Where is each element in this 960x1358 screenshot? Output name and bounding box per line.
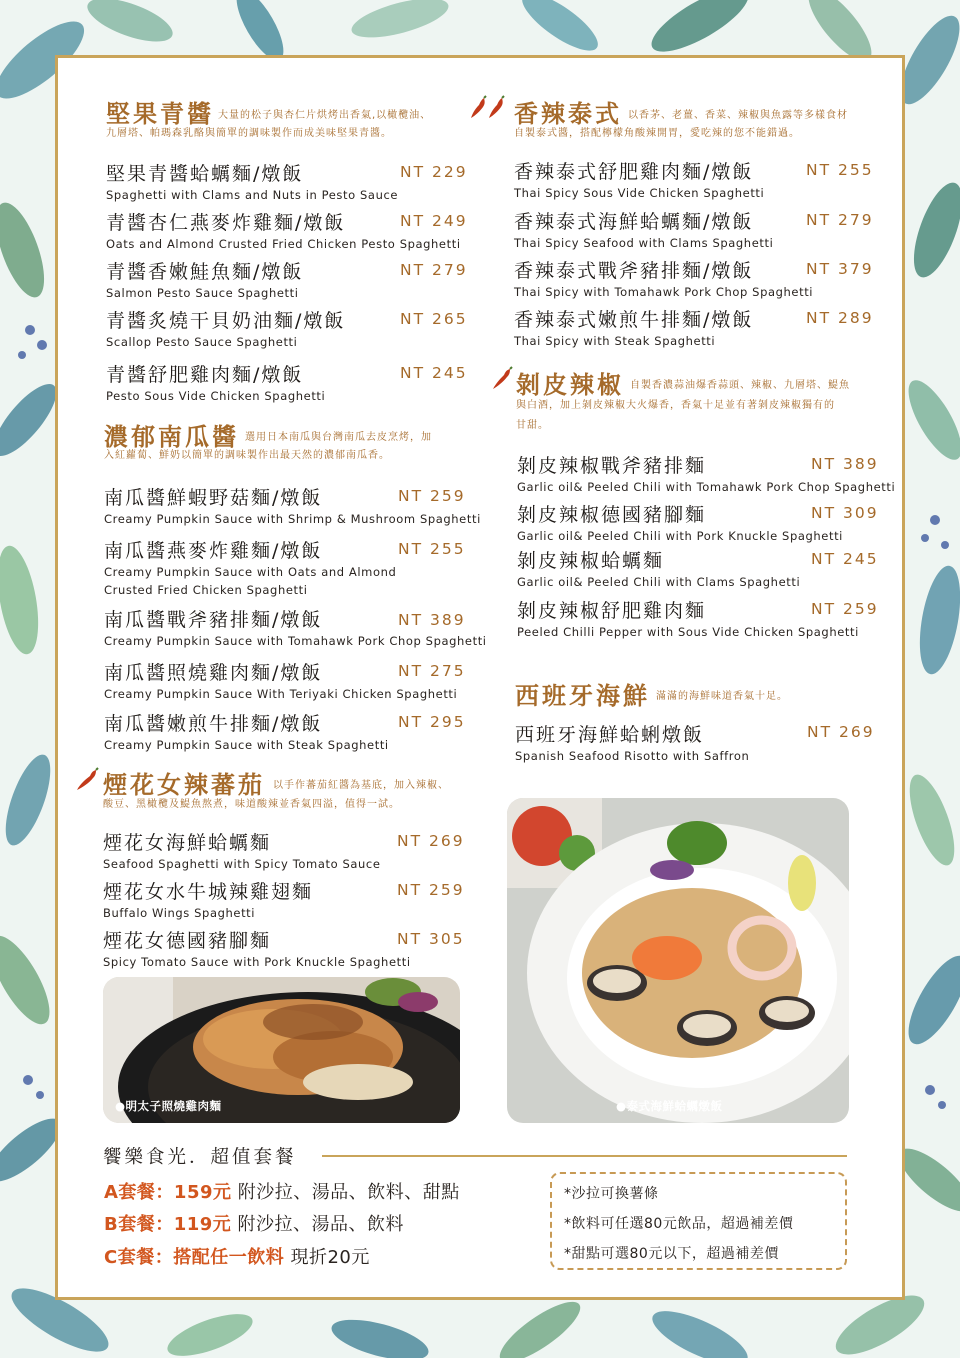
set-a [104, 1178, 460, 1204]
section-desc-chili: 自製香濃蒜油爆香蒜頭、辣椒、九層塔、鯷魚 [630, 380, 850, 391]
item-name-en: Thai Spicy Sous Vide Chicken Spaghetti [514, 186, 765, 200]
item-name-zh: 南瓜醬嫩煎牛排麵/燉飯 [104, 713, 323, 735]
item-price: NT 245 [400, 364, 468, 382]
section-title-spanish: 西班牙海鮮 [515, 682, 650, 710]
item-name-en: Garlic oil& Peeled Chili with Pork Knuckle Spaghetti [517, 529, 843, 543]
item-price: NT 289 [806, 309, 874, 327]
item-name-zh: 香辣泰式嫩煎牛排麵/燉飯 [514, 309, 754, 331]
section-title-pesto: 堅果青醬 [106, 100, 214, 128]
section-title-chili: 剝皮辣椒 [516, 371, 624, 399]
item-name-zh: 煙花女海鮮蛤蠣麵 [103, 832, 272, 854]
set-b-label: B套餐：119元 [104, 1214, 232, 1235]
item-name-zh: 煙花女德國豬腳麵 [103, 930, 272, 952]
item-price: NT 295 [398, 713, 466, 731]
item-price: NT 379 [806, 260, 874, 278]
item-name-zh: 香辣泰式戰斧豬排麵/燉飯 [514, 260, 754, 282]
set-b [104, 1210, 404, 1236]
photo-caption-left: ●明太子照燒雞肉麵 [115, 1099, 222, 1113]
set-b-desc: 附沙拉、湯品、飲料 [231, 1214, 405, 1235]
section-title-pumpkin: 濃郁南瓜醬 [104, 423, 239, 451]
item-name-zh: 剝皮辣椒戰斧豬排麵 [517, 455, 707, 477]
item-name-en: Peeled Chilli Pepper with Sous Vide Chicken Spaghetti [517, 625, 859, 639]
menu-item [517, 596, 859, 641]
item-name-en: Creamy Pumpkin Sauce with Shrimp & Mushroom Spaghetti [104, 512, 481, 526]
risotto-dish-image [507, 798, 849, 1123]
item-name-en: Spaghetti with Clams and Nuts in Pesto Sauce [106, 188, 399, 202]
item-name-en: Thai Spicy Seafood with Clams Spaghetti [514, 236, 774, 250]
item-price: NT 279 [400, 261, 468, 279]
menu-item [104, 709, 389, 754]
item-name-en: Pesto Sous Vide Chicken Spaghetti [106, 389, 326, 403]
section-desc-tomato: 以手作蕃茄紅醬為基底，加入辣椒、 [273, 780, 449, 791]
item-name-en-2: Crusted Fried Chicken Spaghetti [104, 583, 308, 597]
menu-item [514, 256, 813, 301]
chili-icon [74, 767, 100, 793]
section-desc-pumpkin: 選用日本南瓜與台灣南瓜去皮烹烤，加 [245, 432, 432, 443]
menu-item [106, 306, 345, 351]
set-meals-divider [322, 1155, 847, 1157]
item-name-zh: 剝皮辣椒蛤蠣麵 [517, 550, 665, 572]
item-name-zh: 南瓜醬燕麥炸雞麵/燉飯 [104, 540, 323, 562]
note-dessert: *甜點可選80元以下，超過補差價 [564, 1246, 779, 1262]
menu-item [514, 207, 773, 252]
section-title-tomato: 煙花女辣蕃茄 [103, 771, 265, 799]
item-name-en: Creamy Pumpkin Sauce With Teriyaki Chicken Spaghetti [104, 687, 458, 701]
item-name-en: Spanish Seafood Risotto with Saffron [515, 749, 750, 763]
item-name-en: Scallop Pesto Sauce Spaghetti [106, 335, 298, 349]
menu-item [106, 360, 325, 405]
set-c-label: C套餐：搭配任一飲料 [104, 1247, 285, 1268]
item-price: NT 245 [811, 550, 879, 568]
set-a-label: A套餐：159元 [104, 1182, 232, 1203]
item-name-zh: 青醬炙燒干貝奶油麵/燉飯 [106, 310, 346, 332]
section-desc-pumpkin-2: 入紅蘿蔔、鮮奶以簡單的調味製作出最天然的濃郁南瓜香。 [104, 450, 390, 461]
menu-item [104, 536, 396, 599]
item-name-zh: 西班牙海鮮蛤蜊燉飯 [515, 724, 705, 746]
photo-caption-right: ●泰式海鮮蛤蠣燉飯 [616, 1099, 723, 1113]
item-name-en: Thai Spicy with Steak Spaghetti [514, 334, 716, 348]
item-name-en: Seafood Spaghetti with Spicy Tomato Sauce [103, 857, 381, 871]
note-drink: *飲料可任選80元飲品，超過補差價 [564, 1216, 794, 1232]
item-name-en: Creamy Pumpkin Sauce with Oats and Almond [104, 565, 397, 579]
item-name-zh: 青醬香嫩鮭魚麵/燉飯 [106, 261, 304, 283]
note-salad: *沙拉可換薯條 [564, 1186, 659, 1202]
set-meals-title: 饗樂食光．超值套餐 [103, 1147, 297, 1168]
item-price: NT 305 [397, 930, 465, 948]
chili-icon [490, 366, 514, 392]
item-price: NT 269 [397, 832, 465, 850]
item-name-zh: 剝皮辣椒舒肥雞肉麵 [517, 600, 707, 622]
item-name-en: Thai Spicy with Tomahawk Pork Chop Spaghetti [514, 285, 814, 299]
section-desc-thai-2: 自製泰式醬，搭配檸檬角酸辣開胃，愛吃辣的您不能錯過。 [514, 128, 800, 139]
item-price: NT 279 [806, 211, 874, 229]
item-name-en: Buffalo Wings Spaghetti [103, 906, 256, 920]
item-name-en: Garlic oil& Peeled Chili with Tomahawk Pork Chop Spaghetti [517, 480, 896, 494]
item-name-en: Spicy Tomato Sauce with Pork Knuckle Spaghetti [103, 955, 411, 969]
item-name-zh: 煙花女水牛城辣雞翅麵 [103, 881, 314, 903]
item-price: NT 389 [811, 455, 879, 473]
menu-item [106, 159, 398, 204]
item-name-zh: 香辣泰式海鮮蛤蠣麵/燉飯 [514, 211, 754, 233]
item-name-zh: 南瓜醬戰斧豬排麵/燉飯 [104, 609, 323, 631]
item-name-zh: 南瓜醬照燒雞肉麵/燉飯 [104, 662, 323, 684]
item-name-zh: 青醬舒肥雞肉麵/燉飯 [106, 364, 304, 386]
section-desc-pesto: 大量的松子與杏仁片烘烤出香氣,以橄欖油、 [218, 110, 432, 121]
item-price: NT 259 [811, 600, 879, 618]
menu-item [103, 926, 411, 971]
item-price: NT 269 [807, 723, 875, 741]
menu-item [514, 305, 753, 350]
chili-icon [469, 94, 507, 122]
item-name-zh: 剝皮辣椒德國豬腳麵 [517, 504, 707, 526]
menu-item [517, 546, 800, 591]
item-price: NT 229 [400, 163, 468, 181]
item-price: NT 249 [400, 212, 468, 230]
item-price: NT 265 [400, 310, 468, 328]
item-name-en: Creamy Pumpkin Sauce with Tomahawk Pork Chop Spaghetti [104, 634, 487, 648]
set-c [104, 1243, 370, 1269]
set-a-desc: 附沙拉、湯品、飲料、甜點 [231, 1182, 460, 1203]
item-name-en: Creamy Pumpkin Sauce with Steak Spaghetti [104, 738, 389, 752]
item-price: NT 255 [806, 161, 874, 179]
section-desc-chili-2: 與白酒，加上剝皮辣椒大火爆香，香氣十足並有著剝皮辣椒獨有的 [516, 400, 835, 411]
dish-photo-risotto [507, 798, 849, 1123]
item-price: NT 259 [398, 487, 466, 505]
set-c-desc: 現折20元 [284, 1247, 370, 1268]
item-price: NT 255 [398, 540, 466, 558]
menu-item [103, 828, 381, 873]
section-desc-spanish: 滿滿的海鮮味道香氣十足。 [656, 691, 788, 702]
item-name-en: Garlic oil& Peeled Chili with Clams Spaghetti [517, 575, 801, 589]
item-price: NT 275 [398, 662, 466, 680]
menu-item [517, 500, 843, 545]
item-name-en: Salmon Pesto Sauce Spaghetti [106, 286, 299, 300]
item-price: NT 259 [397, 881, 465, 899]
item-price: NT 389 [398, 611, 466, 629]
menu-item [515, 720, 749, 765]
section-desc-pesto-2: 九層塔、帕瑪森乳酪與簡單的調味製作而成美味堅果青醬。 [106, 128, 392, 139]
menu-item [103, 877, 313, 922]
item-price: NT 309 [811, 504, 879, 522]
item-name-zh: 南瓜醬鮮蝦野菇麵/燉飯 [104, 487, 323, 509]
item-name-zh: 香辣泰式舒肥雞肉麵/燉飯 [514, 161, 754, 183]
section-desc-thai: 以香茅、老薑、香菜、辣椒與魚露等多樣食材 [628, 110, 848, 121]
item-name-zh: 堅果青醬蛤蠣麵/燉飯 [106, 163, 304, 185]
item-name-zh: 青醬杏仁燕麥炸雞麵/燉飯 [106, 212, 346, 234]
menu-item [514, 157, 764, 202]
menu-item [106, 257, 303, 302]
section-title-thai: 香辣泰式 [514, 100, 622, 128]
item-name-en: Oats and Almond Crusted Fried Chicken Pesto Spaghetti [106, 237, 461, 251]
section-desc-tomato-2: 酸豆、黑橄欖及鯷魚熬煮，味道酸辣並香氣四溢，值得一試。 [103, 799, 400, 810]
section-desc-chili-3: 甘甜。 [516, 420, 549, 431]
